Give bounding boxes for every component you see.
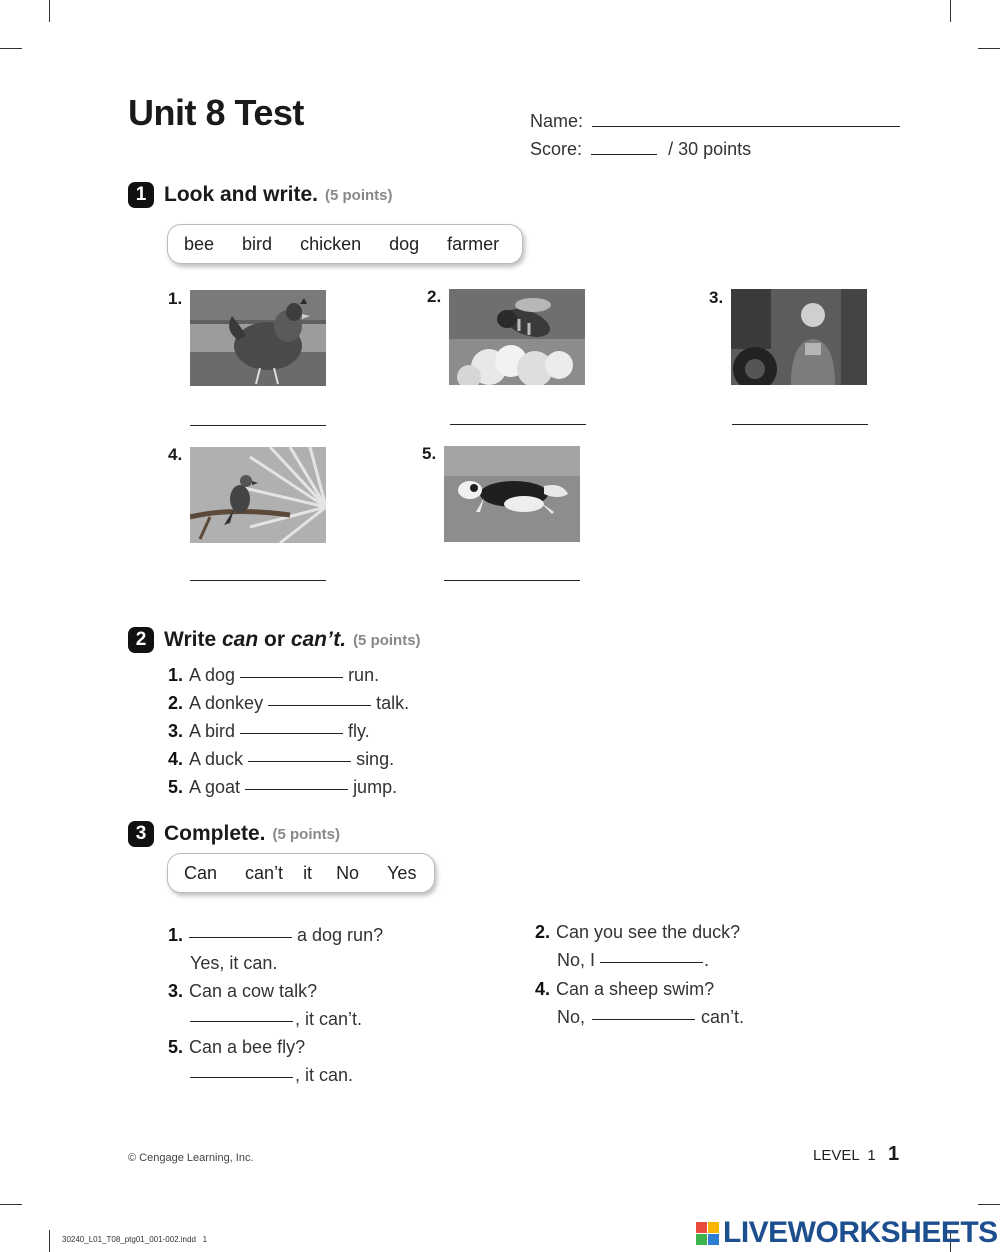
question-1 [168,925,383,946]
section-title-mid: or [258,628,291,651]
crop-mark [49,1230,50,1252]
answer-blank[interactable] [189,937,292,938]
sentence-item [168,749,394,770]
answer-blank[interactable] [592,1019,695,1020]
question-2 [535,922,740,943]
word-bank-1 [167,224,523,264]
section-points: (5 points) [325,186,393,204]
question-text: a dog run? [297,925,384,945]
item-number: 2. [535,922,551,942]
section-1-heading [128,182,393,208]
sentence-after: sing. [356,749,395,769]
sentence-item [168,665,379,686]
score-label: Score: [530,139,583,159]
answer-blank[interactable] [600,962,703,963]
sentence-before: A donkey [189,693,264,713]
crop-mark [0,48,22,49]
answer-line[interactable] [450,424,586,425]
word-bank-word[interactable]: dog [389,233,420,254]
name-field [530,111,900,132]
crop-mark [0,1204,22,1205]
answer-blank[interactable] [190,1077,293,1078]
question-text: Can you see the duck? [556,922,741,942]
liveworksheets-logo-icon [696,1222,719,1245]
file-info: 30240_L01_T08_ptg01_001-002.indd 1 [62,1235,208,1244]
answer-line[interactable] [732,424,868,425]
word-bank-word[interactable]: bee [184,233,215,254]
section-points: (5 points) [272,825,341,843]
answer-line[interactable] [190,425,326,426]
answer-line[interactable] [190,580,326,581]
word-bank-word[interactable]: chicken [300,233,362,254]
answer-text: No, I [557,950,596,970]
page-number: 1 [888,1143,900,1165]
word-bank-word[interactable]: Can [184,862,218,883]
sentence-before: A goat [189,777,241,797]
level-text: LEVEL [813,1147,860,1164]
answer-3 [190,1009,362,1030]
crop-mark [978,48,1000,49]
answer-blank[interactable] [268,705,371,706]
item-number: 5. [168,1037,184,1057]
name-label: Name: [530,111,584,131]
item-number: 4. [535,979,551,999]
dog-photo [444,446,580,542]
score-input-line[interactable] [591,154,657,155]
item-number: 1. [168,925,184,945]
sentence-after: jump. [353,777,398,797]
answer-text: , it can’t. [295,1009,363,1029]
answer-blank[interactable] [240,677,343,678]
section-3-heading [128,821,340,847]
question-5 [168,1037,305,1058]
level-label [813,1147,876,1164]
answer-4 [557,1007,744,1028]
section-number-badge: 2 [128,627,154,653]
chicken-photo [190,290,326,386]
name-input-line[interactable] [592,126,900,127]
score-field [530,139,751,160]
word-bank-word[interactable]: Yes [387,862,417,883]
logo-square [696,1234,707,1245]
word-bank-3 [167,853,435,893]
sentence-after: talk. [376,693,410,713]
question-text: Can a bee fly? [189,1037,306,1057]
liveworksheets-brand[interactable] [696,1216,998,1250]
answer-text: , it can. [295,1065,354,1085]
section-title: Look and write. [164,183,319,206]
section-number-badge: 3 [128,821,154,847]
question-text: Can a cow talk? [189,981,318,1001]
section-title-cant: can’t. [290,628,347,651]
item-number: 3. [168,981,184,1001]
item-number: 2. [168,693,184,713]
item-number: 5. [422,444,437,463]
item-number: 3. [709,288,724,307]
sentence-item [168,693,409,714]
answer-text: No, [557,1007,586,1027]
logo-square [708,1222,719,1233]
section-title: Complete. [164,822,266,845]
crop-mark [49,0,50,22]
section-number-badge: 1 [128,182,154,208]
answer-1: Yes, it can. [190,953,278,973]
page-title: Unit 8 Test [128,92,304,133]
answer-blank[interactable] [240,733,343,734]
logo-square [708,1234,719,1245]
item-number: 4. [168,445,183,464]
word-bank-word[interactable]: No [336,862,360,883]
answer-blank[interactable] [248,761,351,762]
word-bank-word[interactable]: can’t [245,862,284,883]
logo-square [696,1222,707,1233]
answer-blank[interactable] [190,1021,293,1022]
section-points: (5 points) [353,631,421,649]
level-number: 1 [867,1147,876,1164]
crop-mark [978,1204,1000,1205]
copyright: © Cengage Learning, Inc. [128,1152,254,1164]
answer-2 [557,950,709,971]
bird-photo [190,447,326,543]
word-bank-word[interactable]: bird [242,233,273,254]
section-title-can: can [221,628,259,651]
word-bank-word[interactable]: it [303,862,313,883]
answer-line[interactable] [444,580,580,581]
sentence-item [168,721,370,742]
sentence-before: A dog [189,665,236,685]
farmer-photo [731,289,867,385]
sentence-after: run. [348,665,380,685]
answer-5 [190,1065,353,1086]
item-number: 1. [168,289,183,308]
item-number: 3. [168,721,184,741]
question-text: Can a sheep swim? [556,979,715,999]
section-title-pre: Write [164,628,222,651]
answer-text: can’t. [701,1007,745,1027]
bee-photo [449,289,585,385]
item-number: 4. [168,749,184,769]
item-number: 5. [168,777,184,797]
question-3 [168,981,317,1002]
answer-text: . [704,950,710,970]
brand-text: LIVEWORKSHEETS [723,1216,998,1249]
question-4 [535,979,714,1000]
sentence-before: A duck [189,749,244,769]
sentence-after: fly. [348,721,370,741]
item-number: 2. [427,287,442,306]
word-bank-word[interactable]: farmer [447,233,500,254]
answer-blank[interactable] [245,789,348,790]
score-total: / 30 points [668,139,752,159]
section-2-heading [128,627,421,653]
item-number: 1. [168,665,184,685]
sentence-item [168,777,397,798]
crop-mark [950,0,951,22]
sentence-before: A bird [189,721,236,741]
